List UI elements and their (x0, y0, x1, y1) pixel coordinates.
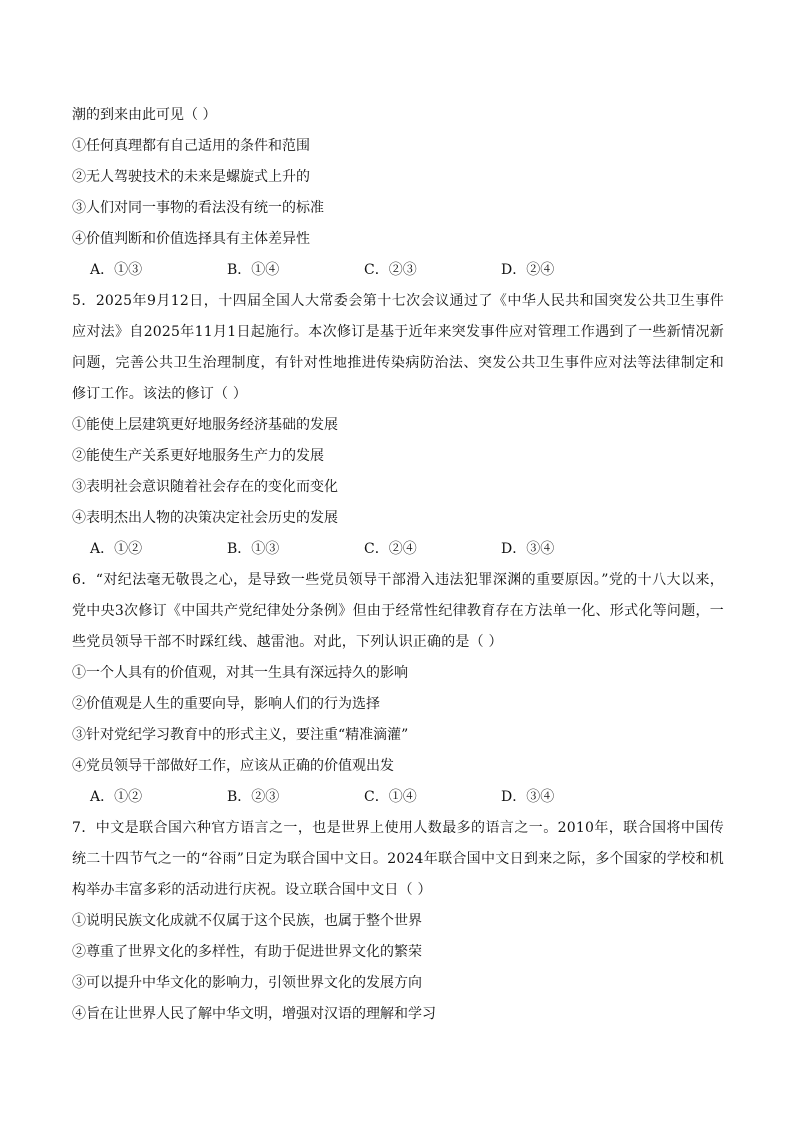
question-stem: 6．“对纪法毫无敬畏之心，是导致一些党员领导干部滑入违法犯罪深渊的重要原因。”党的十八大以来，党中央3次修订《中国共产党纪律处分条例》但由于经常性纪律教育存在方法单一化、形式化等问题，一些党员领导干部不时踩红线、越雷池。对此，下列认识正确的是（ ） (72, 572, 724, 650)
option-a: A．①③ (90, 262, 143, 278)
statement: ②价值观是人生的重要向导，影响人们的行为选择 (72, 696, 380, 712)
option-c: C．②③ (364, 262, 417, 278)
statement: ③针对党纪学习教育中的形式主义，要注重“精准滴灌” (72, 727, 409, 743)
question-5 (72, 286, 724, 565)
question-6 (72, 565, 724, 813)
statement: ①任何真理都有自己适用的条件和范围 (72, 138, 310, 154)
option-c: C．②④ (364, 541, 417, 557)
statement: ①说明民族文化成就不仅属于这个民族，也属于整个世界 (72, 913, 422, 929)
statement: ②无人驾驶技术的未来是螺旋式上升的 (72, 169, 310, 185)
answer-options (72, 534, 724, 565)
option-a: A．①② (90, 789, 143, 805)
answer-options (72, 255, 724, 286)
statement: ③人们对同一事物的看法没有统一的标准 (72, 200, 324, 216)
statement: ①一个人具有的价值观，对其一生具有深远持久的影响 (72, 665, 408, 681)
option-b: B．②③ (227, 789, 280, 805)
question-stem-end: 潮的到来由此可见（ ） (72, 107, 217, 123)
option-d: D．③④ (501, 541, 555, 557)
question-7 (72, 813, 724, 1030)
statement: ①能使上层建筑更好地服务经济基础的发展 (72, 417, 338, 433)
option-c: C．①④ (364, 789, 417, 805)
statement: ③表明社会意识随着社会存在的变化而变化 (72, 479, 338, 495)
question-4-continuation (72, 100, 724, 286)
statement: ③可以提升中华文化的影响力，引领世界文化的发展方向 (72, 975, 422, 991)
statement: ④旨在让世界人民了解中华文明，增强对汉语的理解和学习 (72, 1006, 436, 1022)
question-stem: 5．2025年9月12日，十四届全国人大常委会第十七次会议通过了《中华人民共和国突发公共卫生事件应对法》自2025年11月1日起施行。本次修订是基于近年来突发事件应对管理工作遇到了一些新情况新问题，完善公共卫生治理制度，有针对性地推进传染病防治法、突发公共卫生事件应对法等法律制定和修订工作。该法的修订（ ） (72, 293, 724, 402)
exam-page (72, 100, 724, 1030)
option-d: D．③④ (501, 789, 555, 805)
option-a: A．①② (90, 541, 143, 557)
statement: ②能使生产关系更好地服务生产力的发展 (72, 448, 324, 464)
statement: ④价值判断和价值选择具有主体差异性 (72, 231, 310, 247)
option-b: B．①④ (227, 262, 280, 278)
option-b: B．①③ (227, 541, 280, 557)
statement: ④表明杰出人物的决策决定社会历史的发展 (72, 510, 338, 526)
answer-options (72, 782, 724, 813)
question-stem: 7．中文是联合国六种官方语言之一，也是世界上使用人数最多的语言之一。2010年，联合国将中国传统二十四节气之一的“谷雨”日定为联合国中文日。2024年联合国中文日到来之际，多个国家的学校和机构举办丰富多彩的活动进行庆祝。设立联合国中文日（ ） (72, 820, 724, 898)
statement: ④党员领导干部做好工作，应该从正确的价值观出发 (72, 758, 394, 774)
option-d: D．②④ (501, 262, 555, 278)
statement: ②尊重了世界文化的多样性，有助于促进世界文化的繁荣 (72, 944, 422, 960)
